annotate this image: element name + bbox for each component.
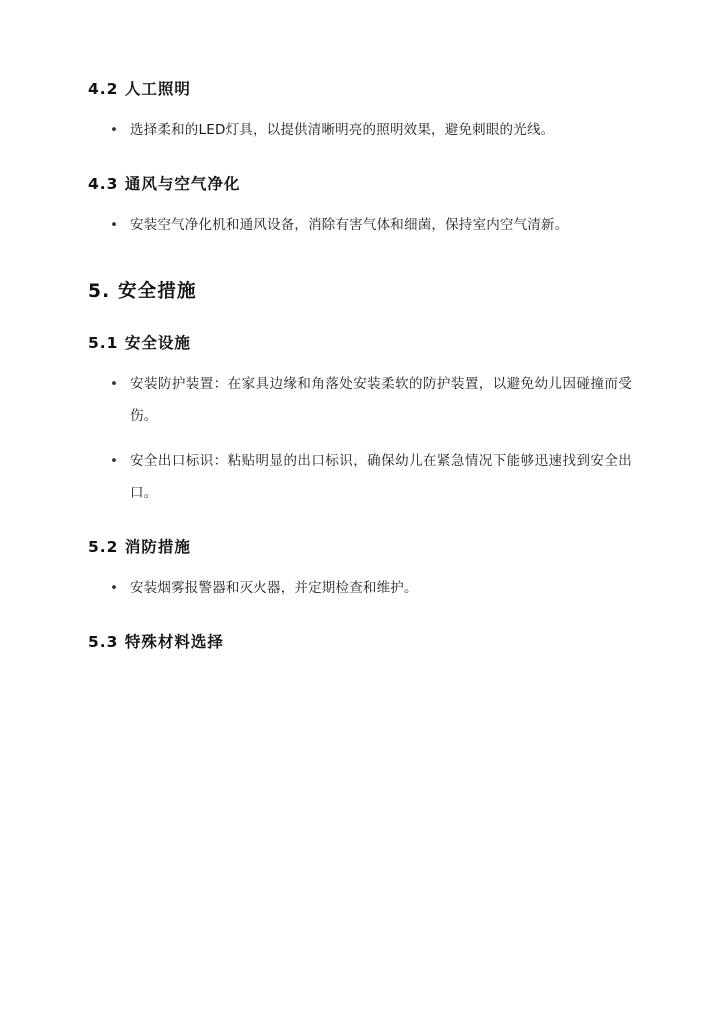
list-item-text: 选择柔和的LED灯具，以提供清晰明亮的照明效果，避免刺眼的光线。 xyxy=(130,122,555,139)
heading-4-3-ventilation-air-purification: 4.3 通风与空气净化 xyxy=(88,174,241,193)
bullet-icon: • xyxy=(110,375,119,392)
list-item-text: 安装空气净化机和通风设备，消除有害气体和细菌，保持室内空气清新。 xyxy=(130,217,569,234)
list-item-text: 安装烟雾报警器和灭火器，并定期检查和维护。 xyxy=(130,580,418,597)
bullet-icon: • xyxy=(110,580,119,597)
list-safety-facilities xyxy=(88,369,632,510)
bullet-icon: • xyxy=(110,453,119,470)
list-item-text: 安全出口标识：粘贴明显的出口标识，确保幼儿在紧急情况下能够迅速找到安全出口。 xyxy=(130,453,632,502)
list-item xyxy=(88,369,632,432)
list-fire-safety xyxy=(88,573,632,605)
heading-5-1-safety-facilities: 5.1 安全设施 xyxy=(88,333,191,352)
list-artificial-lighting xyxy=(88,115,632,147)
heading-5-safety-measures: 5. 安全措施 xyxy=(88,280,197,302)
heading-5-2-fire-safety: 5.2 消防措施 xyxy=(88,537,191,556)
heading-5-3-special-materials: 5.3 特殊材料选择 xyxy=(88,632,224,651)
list-item xyxy=(88,573,632,605)
list-item xyxy=(88,210,632,242)
bullet-icon: • xyxy=(110,217,119,234)
heading-4-2-artificial-lighting: 4.2 人工照明 xyxy=(88,80,191,98)
list-item xyxy=(88,446,632,509)
list-item xyxy=(88,115,632,147)
document-body xyxy=(88,78,632,654)
list-ventilation xyxy=(88,210,632,242)
list-item-text: 安装防护装置：在家具边缘和角落处安装柔软的防护装置，以避免幼儿因碰撞而受伤。 xyxy=(130,375,632,424)
bullet-icon: • xyxy=(110,122,119,139)
